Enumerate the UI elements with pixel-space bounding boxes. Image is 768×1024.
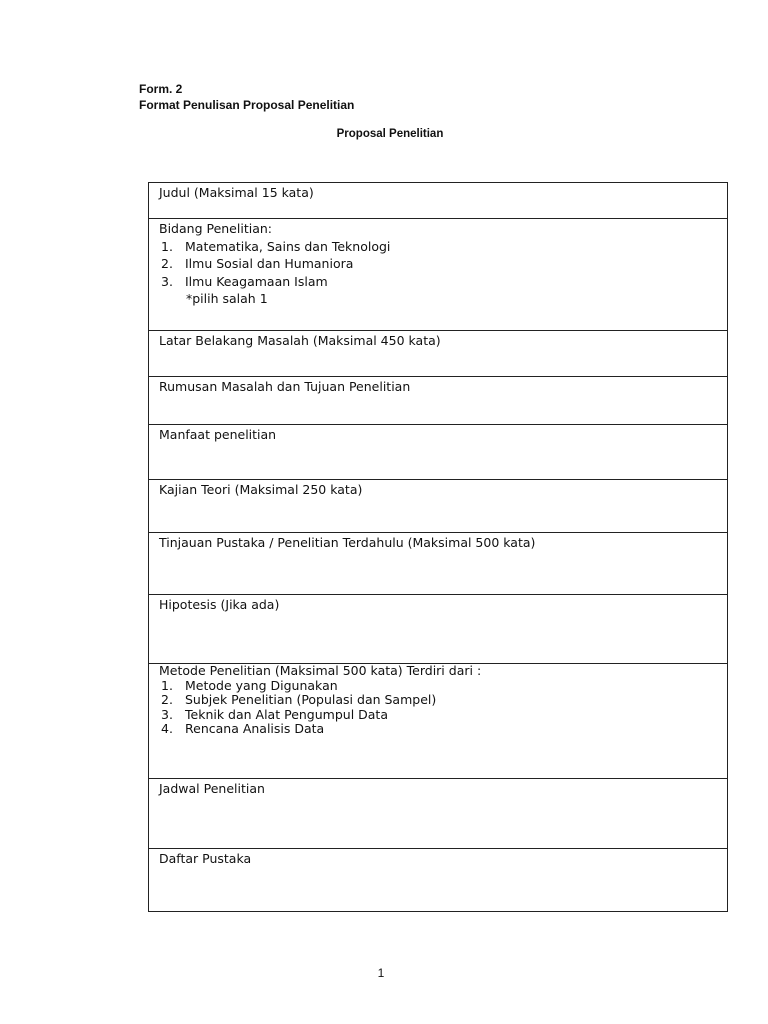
cell-judul[interactable]: [149, 183, 728, 219]
list-item: [159, 679, 727, 694]
list-number: 3.: [161, 706, 173, 722]
row-manfaat: [149, 425, 728, 480]
bidang-options-list: [159, 238, 727, 291]
label-hipotesis: Hipotesis (Jika ada): [159, 597, 280, 612]
label-kajian-teori: Kajian Teori (Maksimal 250 kata): [159, 482, 363, 497]
list-number: 1.: [161, 238, 173, 254]
list-item-text: Matematika, Sains dan Teknologi: [185, 238, 391, 254]
cell-latar-belakang[interactable]: [149, 331, 728, 377]
label-manfaat: Manfaat penelitian: [159, 427, 277, 442]
label-metode: Metode Penelitian (Maksimal 500 kata) Terdiri dari :: [159, 663, 482, 678]
cell-metode[interactable]: [149, 664, 728, 779]
list-item: [159, 708, 727, 723]
metode-items-list: [159, 679, 727, 737]
cell-tinjauan-pustaka[interactable]: [149, 533, 728, 595]
row-metode: [149, 664, 728, 779]
cell-hipotesis[interactable]: [149, 595, 728, 664]
list-number: 2.: [161, 692, 173, 707]
bidang-note: *pilih salah 1: [186, 291, 268, 306]
cell-kajian-teori[interactable]: [149, 480, 728, 533]
document-title: Proposal Penelitian: [336, 128, 444, 140]
cell-manfaat[interactable]: [149, 425, 728, 480]
list-item-text: Ilmu Keagamaan Islam: [185, 273, 328, 289]
list-item: [159, 255, 727, 273]
form-subtitle: Format Penulisan Proposal Penelitian: [139, 98, 355, 112]
proposal-form-table: [148, 182, 728, 912]
label-latar-belakang: Latar Belakang Masalah (Maksimal 450 kata): [159, 333, 441, 348]
page-number: 1: [377, 966, 385, 980]
list-item-text: Teknik dan Alat Pengumpul Data: [185, 706, 388, 722]
label-tinjauan-pustaka: Tinjauan Pustaka / Penelitian Terdahulu (Maksimal 500 kata): [159, 535, 536, 550]
label-judul: Judul (Maksimal 15 kata): [159, 185, 314, 200]
row-tinjauan-pustaka: [149, 533, 728, 595]
list-item-text: Subjek Penelitian (Populasi dan Sampel): [185, 692, 437, 707]
list-item-text: Ilmu Sosial dan Humaniora: [185, 256, 354, 271]
row-latar-belakang: [149, 331, 728, 377]
list-item: [159, 238, 727, 256]
label-daftar-pustaka: Daftar Pustaka: [159, 851, 252, 866]
label-bidang: Bidang Penelitian:: [159, 221, 272, 236]
form-label: Form. 2: [139, 82, 183, 96]
list-item: [159, 693, 727, 708]
row-bidang: [149, 219, 728, 331]
label-jadwal: Jadwal Penelitian: [159, 781, 265, 796]
list-number: 3.: [161, 273, 173, 289]
cell-daftar-pustaka[interactable]: [149, 849, 728, 912]
list-number: 1.: [161, 677, 173, 693]
label-rumusan: Rumusan Masalah dan Tujuan Penelitian: [159, 379, 411, 394]
row-daftar-pustaka: [149, 849, 728, 912]
list-item: [159, 722, 727, 737]
list-number: 2.: [161, 256, 173, 271]
list-item: [159, 273, 727, 291]
cell-jadwal[interactable]: [149, 779, 728, 849]
list-number: 4.: [161, 721, 173, 736]
cell-bidang[interactable]: [149, 219, 728, 331]
list-item-text: Metode yang Digunakan: [185, 677, 338, 693]
row-jadwal: [149, 779, 728, 849]
cell-rumusan[interactable]: [149, 377, 728, 425]
list-item-text: Rencana Analisis Data: [185, 721, 325, 736]
row-hipotesis: [149, 595, 728, 664]
row-judul: [149, 183, 728, 219]
row-rumusan: [149, 377, 728, 425]
row-kajian-teori: [149, 480, 728, 533]
